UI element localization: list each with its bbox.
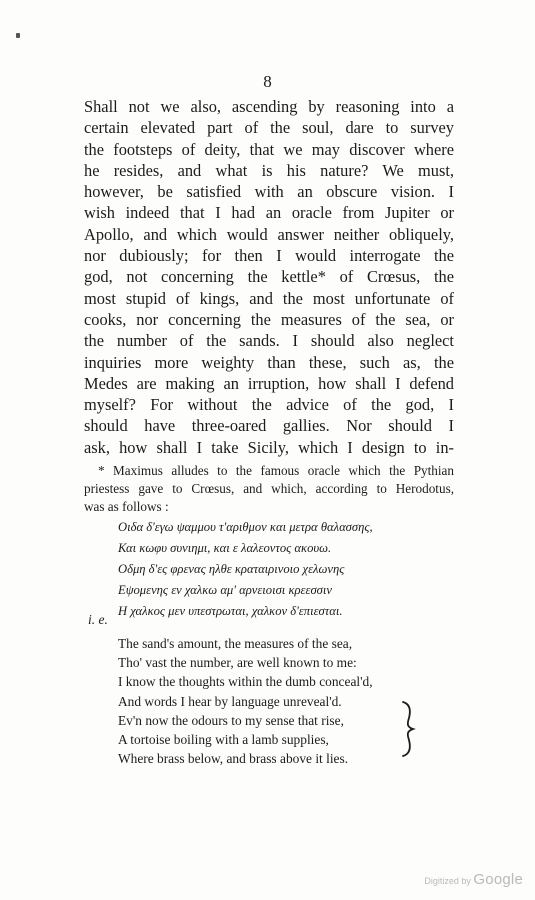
english-verse-translation (118, 634, 418, 768)
body-line: inquiries more weighty than these, such as, the (84, 352, 454, 372)
body-line: the footsteps of deity, that we may discover where (84, 139, 454, 159)
greek-oracle-verse (118, 517, 458, 622)
footnote (84, 462, 454, 516)
verse-line: Tho' vast the number, are well known to me: (118, 655, 357, 671)
greek-line: Οιδα δ'εγω ψαμμου τ'αριθμον και μετρα θαλασσης, (118, 520, 373, 534)
footnote-line: * Maximus alludes to the famous oracle which the Pythian (98, 463, 454, 478)
verse-line: And words I hear by language unreveal'd. (118, 693, 342, 709)
body-line: Apollo, and which would answer neither obliquely, (84, 224, 454, 244)
watermark-brand: Google (473, 871, 523, 888)
verse-line: I know the thoughts within the dumb conceal'd, (118, 674, 373, 690)
body-line: should have three-oared gallies. Nor should I (84, 416, 454, 436)
body-line: most stupid of kings, and the most unfortunate of (84, 288, 454, 308)
greek-line: Εψομενης εν χαλκω αμ' αρνειοισι κρεεσσιν (118, 583, 332, 597)
verse-line: Ev'n now the odours to my sense that rise, (118, 712, 344, 728)
page-number: 8 (263, 72, 272, 91)
verse-line: A tortoise boiling with a lamb supplies, (118, 731, 329, 747)
body-text (84, 96, 454, 458)
verse-line: The sand's amount, the measures of the sea, (118, 636, 353, 651)
triplet-brace-icon (398, 700, 418, 758)
body-line: Shall not we also, ascending by reasoning into a (84, 97, 454, 116)
digitized-by-google-watermark (424, 871, 523, 888)
margin-ink-mark (16, 33, 20, 38)
body-line: the number of the sands. I should also neglect (84, 331, 454, 351)
body-line: nor dubiously; for then I would interrogate the (84, 246, 454, 266)
body-line: god, not concerning the kettle* of Crœsus, the (84, 267, 454, 287)
body-line: certain elevated part of the soul, dare to survey (84, 118, 454, 138)
greek-line: Και κωφυ συνιημι, και ε λαλεοντος ακουω. (118, 541, 332, 555)
body-line: he resides, and what is his nature? We must, (84, 160, 454, 180)
greek-line: Η χαλκος μεν υπεστρωται, χαλκον δ'επιεσται. (118, 604, 343, 618)
body-line: cooks, nor concerning the measures of the sea, or (84, 309, 454, 329)
body-line: Medes are making an irruption, how shall I defend (84, 373, 454, 393)
greek-line: Οδμη δ'ες φρενας ηλθε κραταιρινοιο χελωνης (118, 562, 345, 576)
body-line: ask, how shall I take Sicily, which I design to in- (84, 437, 454, 457)
watermark-prefix: Digitized by (424, 876, 471, 886)
footnote-line: priestess gave to Crœsus, and which, according to Herodotus, (84, 481, 454, 496)
body-line: however, be satisfied with an obscure vision. I (84, 182, 454, 202)
body-line: myself? For without the advice of the god, I (84, 395, 454, 415)
ie-label: i. e. (88, 612, 108, 627)
verse-line: Where brass below, and brass above it lies. (118, 751, 349, 767)
body-line: wish indeed that I had an oracle from Jupiter or (84, 203, 454, 223)
footnote-line: was as follows : (84, 499, 169, 514)
